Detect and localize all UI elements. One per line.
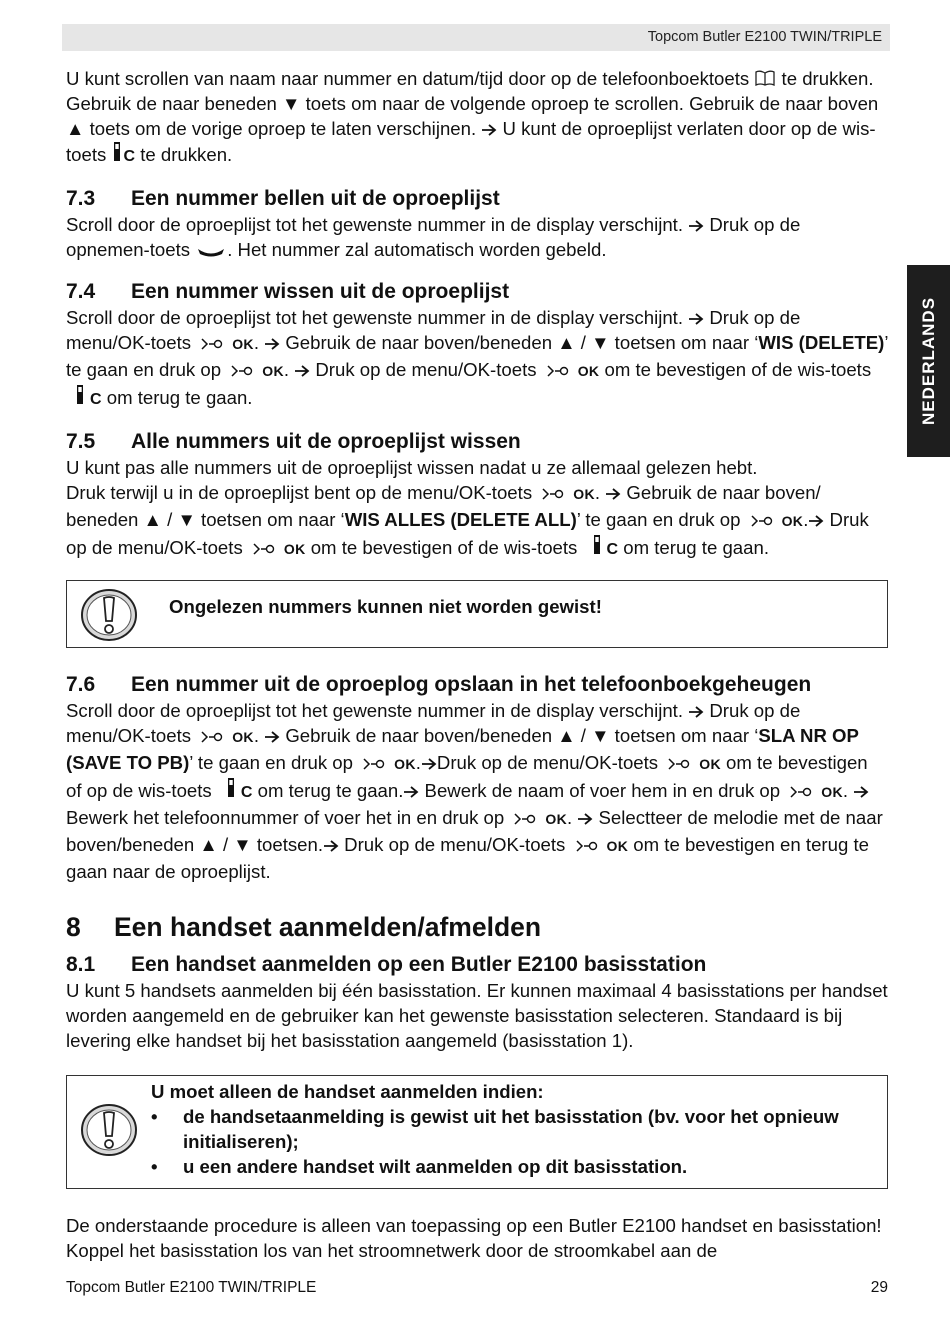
header-bar <box>62 24 890 51</box>
body-text: . <box>842 780 854 801</box>
arrow-right-icon <box>808 514 824 528</box>
section-title: Alle nummers uit de oproeplijst wissen <box>131 430 521 453</box>
intro-paragraph <box>66 66 888 169</box>
arrow-right-icon <box>421 757 437 771</box>
bullet-marker: • <box>151 1156 158 1177</box>
warning-content <box>151 1076 887 1179</box>
intro-text: U kunt de oproeplijst verlaten door op de wis-toets <box>66 118 876 165</box>
section-title: Een nummer wissen uit de oproeplijst <box>131 280 510 303</box>
body-text: Selectteer de melodie met de naar boven/beneden ▲ / ▼ toetsen. <box>66 807 883 855</box>
body-text: om te bevestigen of de wis-toets <box>599 359 872 380</box>
body-text: U kunt pas alle nummers uit de oproeplijst wissen nadat u ze allemaal gelezen hebt. <box>66 457 758 478</box>
body-text: . <box>567 807 578 828</box>
menu-ok-key-icon <box>541 487 567 501</box>
menu-ok-key-icon <box>252 542 278 556</box>
arrow-right-icon <box>688 705 704 719</box>
section-7-6-body <box>66 698 888 884</box>
section-number: 7.4 <box>66 280 96 303</box>
chapter-heading-8 <box>66 910 888 944</box>
body-text: . <box>283 359 295 380</box>
body-text: Druk op de menu/OK-toets <box>66 700 801 746</box>
section-heading-8-1 <box>66 952 888 978</box>
body-text: Druk terwijl u in de oproeplijst bent op de menu/OK-toets <box>66 482 538 503</box>
warning-note <box>66 580 888 648</box>
warning-heading: U moet alleen de handset aanmelden indien: <box>151 1081 544 1102</box>
talk-key-icon <box>195 244 227 258</box>
arrow-right-icon <box>481 123 497 137</box>
exclamation-warning-icon <box>79 587 139 643</box>
menu-ok-key-icon <box>575 839 601 853</box>
footer-title: Topcom Butler E2100 TWIN/TRIPLE <box>66 1279 317 1296</box>
section-number: 7.6 <box>66 673 96 696</box>
body-text: . <box>803 509 809 530</box>
handset-delete-icon <box>74 384 86 406</box>
handset-delete-icon <box>591 534 603 556</box>
phonebook-icon <box>754 69 776 87</box>
handset-delete-icon <box>225 777 237 799</box>
body-text: Gebruik de naar boven/beneden ▲ / ▼ toetsen om naar ‘ <box>280 332 759 353</box>
warning-bullet <box>151 1154 887 1179</box>
body-text: Druk op de opnemen-toets <box>66 214 801 260</box>
section-number: 7.3 <box>66 187 96 210</box>
menu-ok-key-icon <box>513 812 539 826</box>
section-7-5-body <box>66 455 888 562</box>
ok-key-label: OK <box>606 838 629 854</box>
ok-key-label: OK <box>699 756 721 772</box>
section-number: 7.5 <box>66 430 96 453</box>
body-text: Bewerk het telefoonnummer of voer het in en druk op <box>66 807 510 828</box>
body-text: . Het nummer zal automatisch worden gebeld. <box>227 239 607 260</box>
bullet-marker: • <box>151 1106 158 1127</box>
ok-key-label: OK <box>781 513 804 529</box>
body-text: om te bevestigen en terug te gaan naar de oproeplijst. <box>66 834 869 882</box>
body-text: Scroll door de oproeplijst tot het gewenste nummer in de display verschijnt. <box>66 700 689 721</box>
body-text: om terug te gaan. <box>101 387 253 408</box>
section-number: 8.1 <box>66 953 96 976</box>
ok-key-label: OK <box>394 756 416 772</box>
intro-text: te drukken. <box>135 144 233 165</box>
section-8-1-body: U kunt 5 handsets aanmelden bij één basisstation. Er kunnen maximaal 4 basisstations per handset worden aangemeld en de gebruiker kan het gewenste basisstation selecteren. Standaard is bij levering elke handset bij het basisstation aangemeld (basisstation 1). <box>66 980 888 1051</box>
c-key-label: C <box>240 784 253 801</box>
ok-key-label: OK <box>262 363 284 379</box>
header-title: Topcom Butler E2100 TWIN/TRIPLE <box>647 29 882 45</box>
body-text: Scroll door de oproeplijst tot het gewenste nummer in de display verschijnt. <box>66 214 689 235</box>
page-number: 29 <box>870 1279 888 1296</box>
ok-key-label: OK <box>283 541 306 557</box>
menu-ok-key-icon <box>200 730 226 744</box>
section-title: Een handset aanmelden op een Butler E2100 basisstation <box>131 953 707 976</box>
section-heading-7-6 <box>66 672 888 698</box>
warning-bullet <box>151 1104 887 1154</box>
arrow-right-icon <box>853 785 869 799</box>
body-text: ’ te gaan en druk op <box>189 752 359 773</box>
ok-key-label: OK <box>232 729 254 745</box>
section-7-3-body <box>66 212 888 262</box>
menu-option: WIS (DELETE) <box>758 332 885 353</box>
arrow-right-icon <box>688 219 704 233</box>
section-heading-7-3 <box>66 186 888 212</box>
arrow-right-icon <box>323 839 339 853</box>
ok-key-label: OK <box>577 363 600 379</box>
exclamation-warning-icon <box>79 1102 139 1158</box>
body-text: Druk op de menu/OK-toets <box>310 359 542 380</box>
section-title: Een nummer uit de oproeplog opslaan in het telefoonboekgeheugen <box>131 673 812 696</box>
ok-key-label: OK <box>232 336 254 352</box>
section-7-4-body <box>66 305 888 412</box>
bullet-text: u een andere handset wilt aanmelden op dit basisstation. <box>183 1156 688 1177</box>
ok-key-label: OK <box>545 811 568 827</box>
handset-delete-icon <box>111 141 123 163</box>
intro-text: te drukken. Gebruik de naar beneden ▼ toets om naar de volgende oproep te scrollen. Gebruik de naar boven ▲ toets om de vorige oproep te laten verschijnen. <box>66 68 879 139</box>
menu-ok-key-icon <box>789 785 815 799</box>
c-key-label: C <box>123 148 136 165</box>
arrow-right-icon <box>688 312 704 326</box>
body-text: Gebruik de naar boven/beneden ▲ / ▼ toetsen om naar ‘ <box>280 725 759 746</box>
menu-ok-key-icon <box>362 757 388 771</box>
body-text: . <box>594 482 606 503</box>
body-text: Bewerk de naam of voer hem in en druk op <box>419 780 786 801</box>
body-text: om terug te gaan. <box>618 537 769 558</box>
c-key-label: C <box>90 391 102 408</box>
closing-paragraph: De onderstaande procedure is alleen van toepassing op een Butler E2100 handset en basisstation! Koppel het basisstation los van het stroomnetwerk door de stroomkabel aan de <box>66 1215 882 1261</box>
menu-ok-key-icon <box>200 337 226 351</box>
language-tab <box>907 265 950 457</box>
body-text: Druk op de menu/OK-toets <box>436 752 664 773</box>
bullet-text: de handsetaanmelding is gewist uit het basisstation (bv. voor het opnieuw initialiseren); <box>183 1106 839 1152</box>
menu-option: WIS ALLES (DELETE ALL) <box>344 509 577 530</box>
section-heading-7-5 <box>66 429 888 455</box>
body-text: om te bevestigen of de wis-toets <box>305 537 583 558</box>
body-text: ’ te gaan en druk op <box>576 509 746 530</box>
body-text: . <box>253 725 265 746</box>
ok-key-label: OK <box>821 784 843 800</box>
arrow-right-icon <box>294 364 310 378</box>
arrow-right-icon <box>605 487 621 501</box>
menu-option: SLA NR OP (SAVE TO PB) <box>66 725 859 773</box>
body-text: Scroll door de oproeplijst tot het gewenste nummer in de display verschijnt. <box>66 307 689 328</box>
section-title: Een nummer bellen uit de oproeplijst <box>131 187 500 210</box>
chapter-number: 8 <box>66 912 81 942</box>
menu-ok-key-icon <box>750 514 776 528</box>
section-heading-7-4 <box>66 279 888 305</box>
menu-ok-key-icon <box>546 364 572 378</box>
body-text: . <box>415 752 421 773</box>
warning-note <box>66 1075 888 1189</box>
body-text: Druk op de menu/OK-toets <box>339 834 571 855</box>
arrow-right-icon <box>577 812 593 826</box>
intro-text: U kunt scrollen van naam naar nummer en datum/tijd door op de telefoonboektoets <box>66 68 755 89</box>
arrow-right-icon <box>264 730 280 744</box>
body-text: ’ te gaan en druk op <box>66 332 888 380</box>
warning-text: Ongelezen nummers kunnen niet worden gewist! <box>169 596 602 617</box>
body-text: . <box>253 332 265 353</box>
menu-ok-key-icon <box>230 364 256 378</box>
body-text: Druk op de menu/OK-toets <box>66 307 801 353</box>
body-text: om te bevestigen of op de wis-toets <box>66 752 868 801</box>
ok-key-label: OK <box>573 486 595 502</box>
c-key-label: C <box>606 541 619 558</box>
language-tab-label: NEDERLANDS <box>918 296 938 426</box>
chapter-title: Een handset aanmelden/afmelden <box>114 912 542 942</box>
arrow-right-icon <box>264 337 280 351</box>
body-text: Druk op de menu/OK-toets <box>66 509 869 558</box>
body-text: om terug te gaan. <box>252 780 404 801</box>
menu-ok-key-icon <box>667 757 693 771</box>
arrow-right-icon <box>403 785 419 799</box>
body-text: Gebruik de naar boven/ beneden ▲ / ▼ toetsen om naar ‘ <box>66 482 821 530</box>
page-content <box>66 66 888 1263</box>
